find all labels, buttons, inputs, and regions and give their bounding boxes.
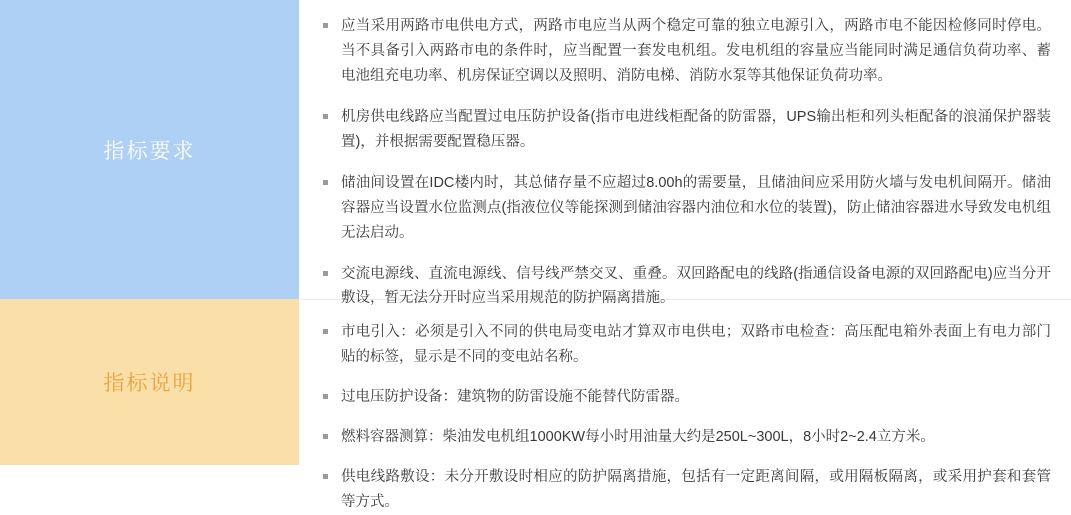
requirement-list bbox=[323, 14, 1051, 311]
bullet-icon bbox=[323, 394, 328, 399]
requirement-label: 指标要求 bbox=[103, 139, 196, 163]
list-item-text: 燃料容器测算：柴油发电机组1000KW每小时用油量大约是250L~300L，8小时2~2.4立方米。 bbox=[341, 428, 935, 445]
list-item bbox=[323, 14, 1051, 89]
list-item-text: 储油间设置在IDC楼内时，其总储存量不应超过8.00h的需要量，且储油间应采用防火墙与发电机间隔开。储油容器应当设置水位监测点(指液位仪等能探测到储油容器内油位和水位的装置)，防止储油容器进水导致发电机组无法启动。 bbox=[341, 174, 1051, 241]
requirement-label-cell bbox=[0, 0, 299, 299]
list-item-text: 应当采用两路市电供电方式，两路市电应当从两个稳定可靠的独立电源引入，两路市电不能因检修同时停电。当不具备引入两路市电的条件时，应当配置一套发电机组。发电机组的容量应当能同时满足通信负荷功率、蓄电池组充电功率、机房保证空调以及照明、消防电梯、消防水泵等其他保证负荷功率。 bbox=[341, 18, 1051, 84]
bullet-icon bbox=[323, 180, 328, 185]
list-item bbox=[323, 171, 1051, 246]
table-row-description bbox=[0, 299, 1071, 510]
list-item-text: 过电压防护设备：建筑物的防雷设施不能替代防雷器。 bbox=[341, 388, 689, 405]
list-item-text: 交流电源线、直流电源线、信号线严禁交叉、重叠。双回路配电的线路(指通信设备电源的双回路配电)应当分开敷设，暂无法分开时应当采用规范的防护隔离措施。 bbox=[341, 265, 1051, 307]
list-item bbox=[323, 105, 1051, 155]
list-item bbox=[323, 465, 1051, 515]
bullet-icon bbox=[323, 271, 328, 276]
list-item-text: 市电引入：必须是引入不同的供电局变电站才算双市电供电；双路市电检查：高压配电箱外表面上有电力部门贴的标签，显示是不同的变电站名称。 bbox=[341, 324, 1051, 365]
list-item bbox=[323, 320, 1051, 370]
list-item-text: 供电线路敷设：未分开敷设时相应的防护隔离措施，包括有一定距离间隔，或用隔板隔离，或采用护套和套管等方式。 bbox=[341, 468, 1051, 510]
list-item-text: 机房供电线路应当配置过电压防护设备(指市电进线柜配备的防雷器，UPS输出柜和列头柜配备的浪涌保护器装置)，并根据需要配置稳压器。 bbox=[341, 108, 1051, 150]
bullet-icon bbox=[323, 23, 328, 28]
bullet-icon bbox=[323, 474, 328, 479]
description-content-cell bbox=[299, 299, 1071, 510]
description-list bbox=[323, 320, 1051, 515]
bullet-icon bbox=[323, 434, 328, 439]
bullet-icon bbox=[323, 329, 328, 334]
list-item bbox=[323, 262, 1051, 312]
list-item bbox=[323, 425, 1051, 450]
requirement-content-cell bbox=[299, 0, 1071, 307]
list-item bbox=[323, 385, 1051, 410]
description-label: 指标说明 bbox=[103, 372, 196, 395]
bullet-icon bbox=[323, 114, 328, 119]
description-label-cell bbox=[0, 299, 299, 465]
